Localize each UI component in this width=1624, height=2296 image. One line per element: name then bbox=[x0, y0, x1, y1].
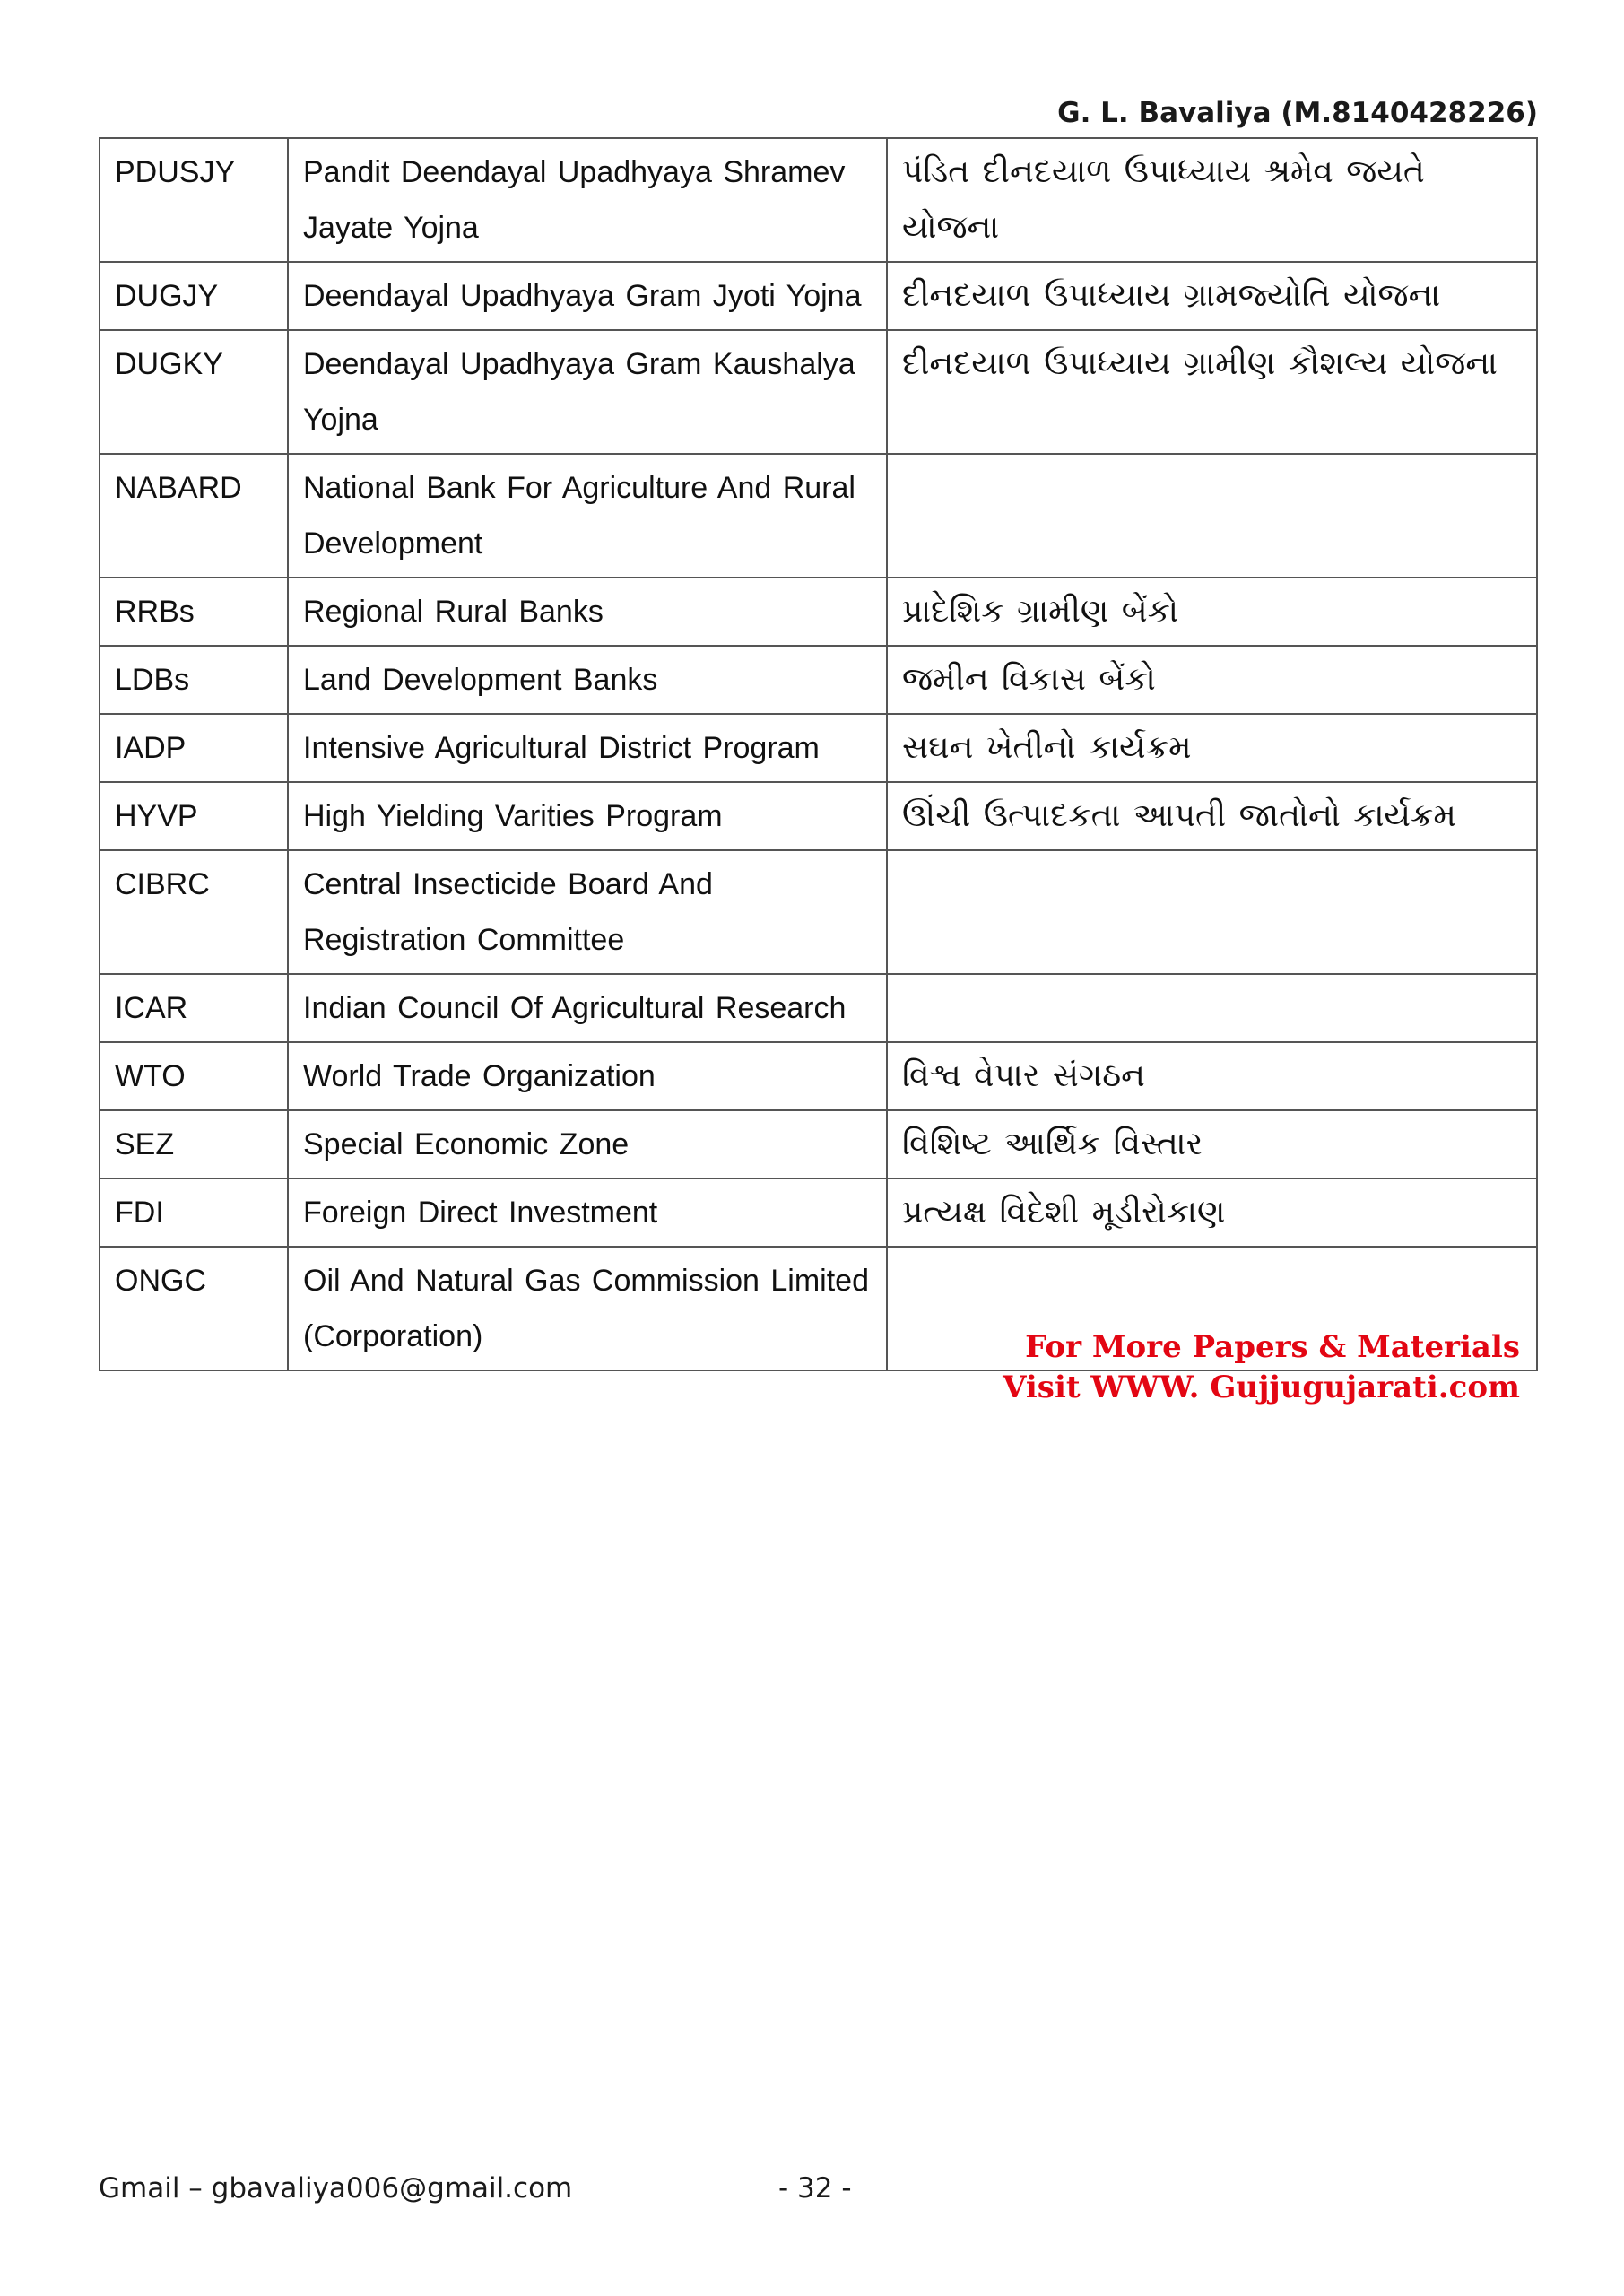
cell-gujarati bbox=[887, 454, 1537, 578]
cell-abbreviation: FDI bbox=[100, 1178, 288, 1247]
cell-abbreviation: HYVP bbox=[100, 782, 288, 850]
cell-abbreviation: DUGKY bbox=[100, 330, 288, 454]
cell-full-form: Foreign Direct Investment bbox=[288, 1178, 887, 1247]
cell-gujarati: સઘન ખેતીનો કાર્યક્રમ bbox=[887, 714, 1537, 782]
cell-full-form: Oil And Natural Gas Commission Limited (Corporation) bbox=[288, 1247, 887, 1370]
footer-email: Gmail – gbavaliya006@gmail.com bbox=[99, 2172, 573, 2205]
table-row bbox=[100, 138, 1537, 262]
promo-text bbox=[1003, 1327, 1520, 1408]
cell-gujarati: વિશિષ્ટ આર્થિક વિસ્તાર bbox=[887, 1110, 1537, 1178]
cell-abbreviation: PDUSJY bbox=[100, 138, 288, 262]
cell-full-form: Central Insecticide Board And Registration Committee bbox=[288, 850, 887, 974]
cell-gujarati: વિશ્વ વેપાર સંગઠન bbox=[887, 1042, 1537, 1110]
cell-full-form: Deendayal Upadhyaya Gram Kaushalya Yojna bbox=[288, 330, 887, 454]
table-row bbox=[100, 330, 1537, 454]
cell-abbreviation: IADP bbox=[100, 714, 288, 782]
cell-gujarati bbox=[887, 850, 1537, 974]
cell-full-form: Regional Rural Banks bbox=[288, 578, 887, 646]
cell-gujarati: જમીન વિકાસ બેંકો bbox=[887, 646, 1537, 714]
cell-abbreviation: SEZ bbox=[100, 1110, 288, 1178]
cell-full-form: World Trade Organization bbox=[288, 1042, 887, 1110]
cell-gujarati: ઊંચી ઉત્પાદકતા આપતી જાતોનો કાર્યક્રમ bbox=[887, 782, 1537, 850]
cell-abbreviation: RRBs bbox=[100, 578, 288, 646]
cell-abbreviation: WTO bbox=[100, 1042, 288, 1110]
promo-line-papers: For More Papers & Materials bbox=[1025, 1329, 1520, 1365]
cell-full-form: Indian Council Of Agricultural Research bbox=[288, 974, 887, 1042]
cell-full-form: National Bank For Agriculture And Rural Development bbox=[288, 454, 887, 578]
cell-abbreviation: ONGC bbox=[100, 1247, 288, 1370]
table-row bbox=[100, 578, 1537, 646]
cell-abbreviation: NABARD bbox=[100, 454, 288, 578]
cell-gujarati: પ્રત્યક્ષ વિદેશી મૂડીરોકાણ bbox=[887, 1178, 1537, 1247]
cell-full-form: Intensive Agricultural District Program bbox=[288, 714, 887, 782]
cell-full-form: Land Development Banks bbox=[288, 646, 887, 714]
table-row bbox=[100, 1042, 1537, 1110]
cell-full-form: Special Economic Zone bbox=[288, 1110, 887, 1178]
table-row bbox=[100, 646, 1537, 714]
cell-gujarati: પ્રાદેશિક ગ્રામીણ બેંકો bbox=[887, 578, 1537, 646]
cell-gujarati: દીનદયાળ ઉપાધ્યાય ગ્રામજ્યોતિ યોજના bbox=[887, 262, 1537, 330]
cell-gujarati: દીનદયાળ ઉપાધ્યાય ગ્રામીણ કૌશલ્ય યોજના bbox=[887, 330, 1537, 454]
cell-abbreviation: CIBRC bbox=[100, 850, 288, 974]
page-number: - 32 - bbox=[778, 2172, 852, 2205]
promo-line-website: Visit WWW. Gujjugujarati.com bbox=[1003, 1370, 1520, 1405]
table-row bbox=[100, 262, 1537, 330]
table-row bbox=[100, 714, 1537, 782]
cell-full-form: Pandit Deendayal Upadhyaya Shramev Jayate Yojna bbox=[288, 138, 887, 262]
abbreviation-table bbox=[99, 137, 1538, 1371]
cell-gujarati bbox=[887, 974, 1537, 1042]
table-row bbox=[100, 850, 1537, 974]
table-row bbox=[100, 1110, 1537, 1178]
cell-abbreviation: LDBs bbox=[100, 646, 288, 714]
cell-abbreviation: DUGJY bbox=[100, 262, 288, 330]
table-row bbox=[100, 974, 1537, 1042]
table-row bbox=[100, 1178, 1537, 1247]
cell-abbreviation: ICAR bbox=[100, 974, 288, 1042]
cell-full-form: Deendayal Upadhyaya Gram Jyoti Yojna bbox=[288, 262, 887, 330]
table-row bbox=[100, 454, 1537, 578]
cell-gujarati: પંડિત દીનદયાળ ઉપાધ્યાય શ્રમેવ જયતે યોજના bbox=[887, 138, 1537, 262]
cell-full-form: High Yielding Varities Program bbox=[288, 782, 887, 850]
page-header-author: G. L. Bavaliya (M.8140428226) bbox=[1057, 97, 1538, 129]
table-row bbox=[100, 782, 1537, 850]
